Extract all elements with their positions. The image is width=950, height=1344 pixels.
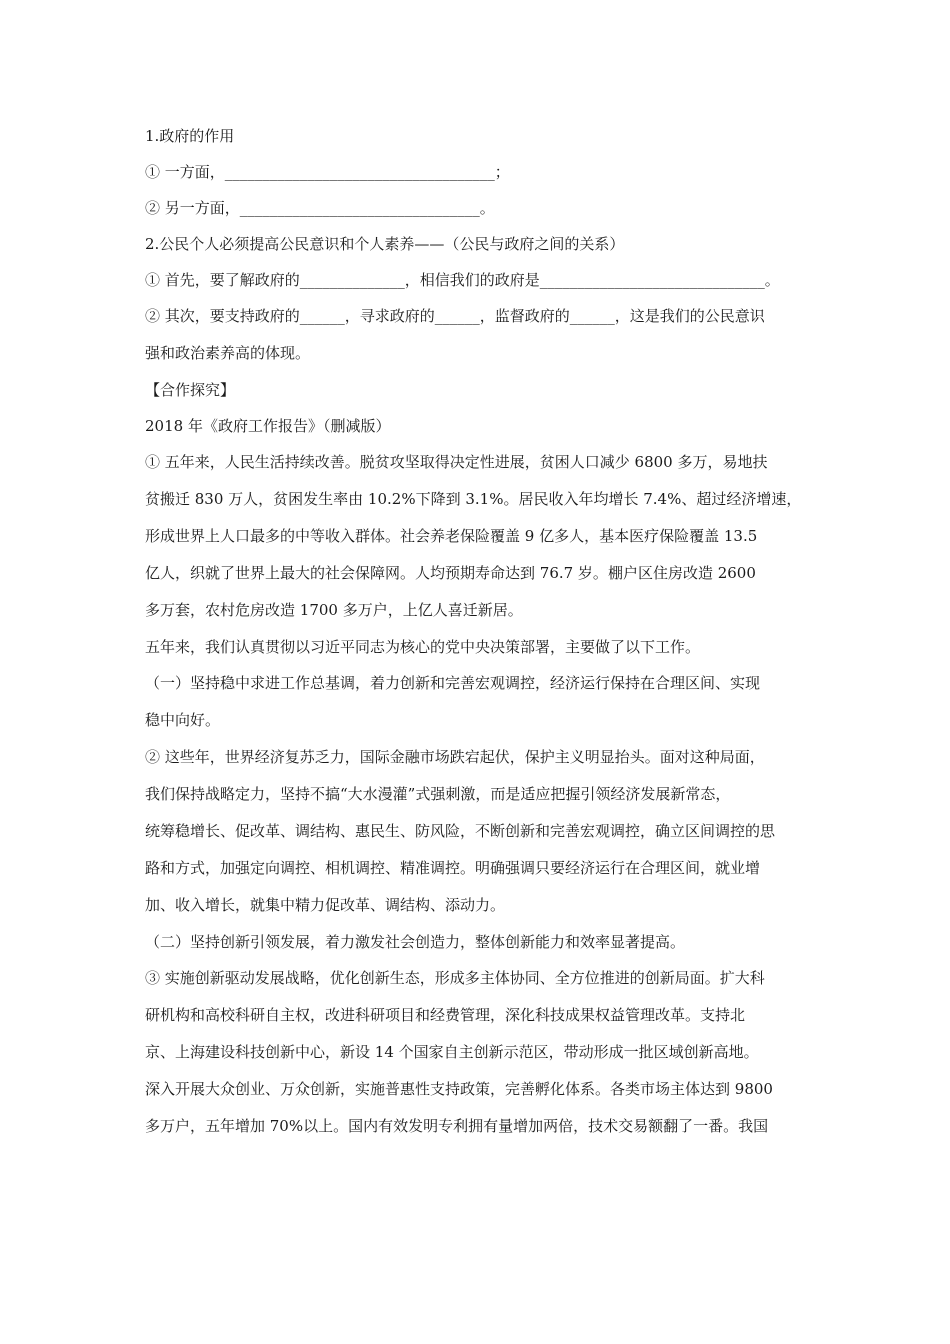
paragraph-line: ③ 实施创新驱动发展战略，优化创新生态，形成多主体协同、全方位推进的创新局面。扩大科: [145, 969, 765, 987]
paragraph-line: 多万户，五年增加 70%以上。国内有效发明专利拥有量增加两倍，技术交易额翻了一番。我国: [145, 1117, 769, 1135]
paragraph-line: 我们保持战略定力，坚持不搞“大水漫灌”式强刺激，而是适应把握引领经济发展新常态，: [145, 785, 731, 803]
paragraph-line: ① 五年来，人民生活持续改善。脱贫攻坚取得决定性进展，贫困人口减少 6800 多万，易地扶: [145, 453, 768, 471]
paragraph-line: （一）坚持稳中求进工作总基调，着力创新和完善宏观调控，经济运行保持在合理区间、实现: [145, 674, 761, 692]
paragraph-line: （二）坚持创新引领发展，着力激发社会创造力，整体创新能力和效率显著提高。: [145, 933, 686, 951]
paragraph-line: 形成世界上人口最多的中等收入群体。社会养老保险覆盖 9 亿多人，基本医疗保险覆盖 13.5: [145, 527, 758, 545]
blank-item-second: ② 其次，要支持政府的______，寻求政府的______，监督政府的______，这是我们的公民意识: [145, 307, 765, 325]
paragraph-line: 加、收入增长，就集中精力促改革、调结构、添动力。: [145, 896, 506, 914]
paragraph-line: 路和方式，加强定向调控、相机调控、精准调控。明确强调只要经济运行在合理区间，就业增: [145, 859, 761, 877]
blank-item-one-hand: ① 一方面，____________________________________；: [145, 163, 510, 181]
paragraph-line: 多万套，农村危房改造 1700 多万户，上亿人喜迁新居。: [145, 601, 523, 619]
section-heading-cooperative-inquiry: 【合作探究】: [145, 381, 236, 399]
paragraph-line: 研机构和高校科研自主权，改进科研项目和经费管理，深化科技成果权益管理改革。支持北: [145, 1006, 746, 1024]
document-page: [145, 118, 825, 1145]
paragraph-line: 稳中向好。: [145, 711, 221, 729]
blank-item-other-hand: ② 另一方面，________________________________。: [145, 199, 495, 217]
blank-item-second-cont: 强和政治素养高的体现。: [145, 344, 311, 362]
paragraph-line: 亿人，织就了世界上最大的社会保障网。人均预期寿命达到 76.7 岁。棚户区住房改造 2600: [145, 564, 756, 582]
report-title: 2018 年《政府工作报告》（删减版）: [145, 417, 391, 435]
paragraph-line: 京、上海建设科技创新中心，新设 14 个国家自主创新示范区，带动形成一批区域创新高地。: [145, 1043, 759, 1061]
paragraph-line: 统筹稳增长、促改革、调结构、惠民生、防风险，不断创新和完善宏观调控，确立区间调控的思: [145, 822, 776, 840]
heading-citizen-quality: 2.公民个人必须提高公民意识和个人素养——（公民与政府之间的关系）: [145, 235, 625, 253]
blank-item-first: ① 首先，要了解政府的______________，相信我们的政府是______________________________。: [145, 271, 780, 289]
paragraph-line: 贫搬迁 830 万人，贫困发生率由 10.2%下降到 3.1%。居民收入年均增长 7.4%、超过经济增速，: [145, 490, 802, 508]
paragraph-line: 五年来，我们认真贯彻以习近平同志为核心的党中央决策部署，主要做了以下工作。: [145, 638, 701, 656]
paragraph-line: ② 这些年，世界经济复苏乏力，国际金融市场跌宕起伏，保护主义明显抬头。面对这种局面，: [145, 748, 765, 766]
heading-government-role: 1.政府的作用: [145, 127, 235, 145]
paragraph-line: 深入开展大众创业、万众创新，实施普惠性支持政策，完善孵化体系。各类市场主体达到 9800: [145, 1080, 773, 1098]
